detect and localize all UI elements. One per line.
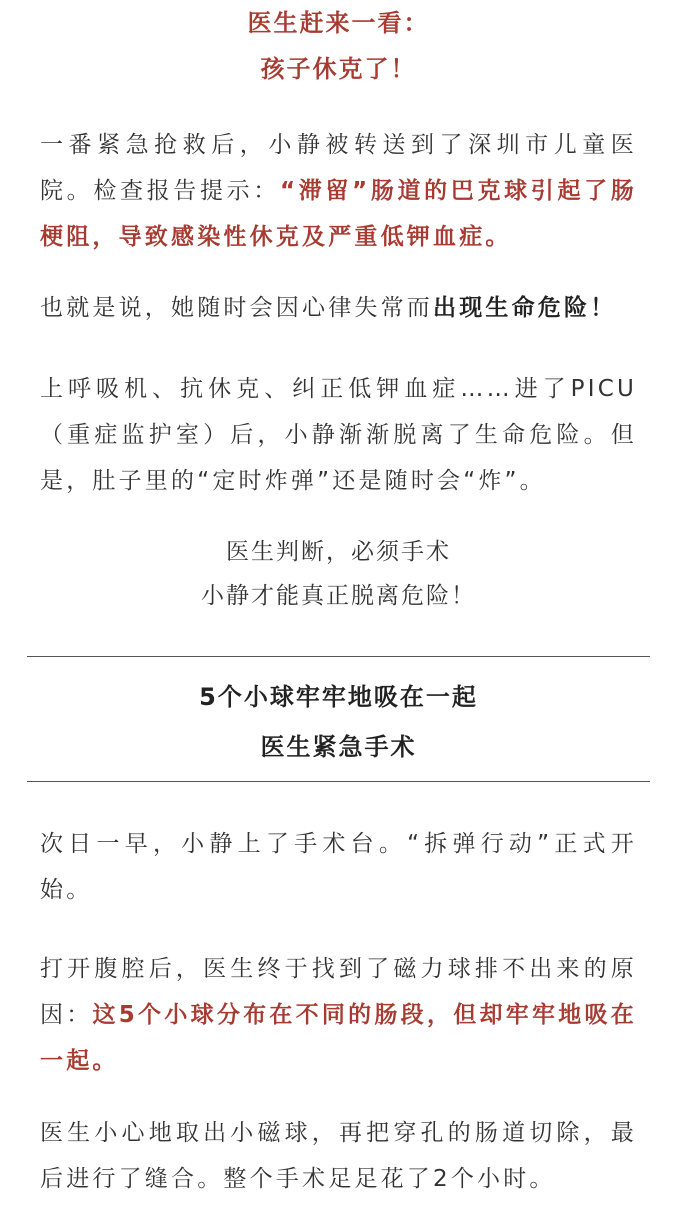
paragraph-6	[40, 1110, 637, 1202]
paragraph-2-text: 也就是说，她随时会因心律失常而	[40, 295, 433, 321]
paragraph-1	[40, 122, 637, 260]
center-note-line-2: 小静才能真正脱离危险！	[201, 583, 476, 609]
paragraph-5-highlight: 这5个小球分布在不同的肠段，但却牢牢地吸在一起。	[40, 1002, 637, 1074]
paragraph-2	[40, 285, 637, 331]
center-note	[40, 530, 637, 618]
paragraph-4-text: 次日一早，小静上了手术台。“拆弹行动”正式开始。	[40, 831, 637, 903]
paragraph-3	[40, 366, 637, 504]
intro-line-2: 孩子休克了！	[260, 55, 417, 83]
paragraph-4	[40, 821, 637, 913]
paragraph-2-bold: 出现生命危险！	[433, 295, 617, 321]
intro-line-1: 医生赶来一看：	[247, 9, 430, 37]
divider-bottom	[27, 781, 650, 782]
paragraph-3-text: 上呼吸机、抗休克、纠正低钾血症……进了PICU（重症监护室）后，小静渐渐脱离了生命危险。但是，肚子里的“定时炸弹”还是随时会“炸”。	[40, 376, 637, 494]
paragraph-1-highlight: “滞留”肠道的巴克球引起了肠梗阻，导致感染性休克及严重低钾血症。	[40, 178, 637, 250]
divider-top	[27, 656, 650, 657]
section-title-1: 5个小球牢牢地吸在一起	[199, 683, 478, 711]
paragraph-1-text: 一番紧急抢救后，小静被转送到了深圳市儿童医院。检查报告提示：	[40, 132, 637, 204]
paragraph-5	[40, 946, 637, 1084]
section-heading	[40, 672, 637, 772]
paragraph-5-text: 打开腹腔后，医生终于找到了磁力球排不出来的原因：	[40, 956, 637, 1028]
center-note-line-1: 医生判断，必须手术	[226, 539, 451, 565]
paragraph-6-text: 医生小心地取出小磁球，再把穿孔的肠道切除，最后进行了缝合。整个手术足足花了2个小时。	[40, 1120, 637, 1192]
section-title-2: 医生紧急手术	[260, 733, 417, 761]
intro-heading	[40, 0, 637, 92]
